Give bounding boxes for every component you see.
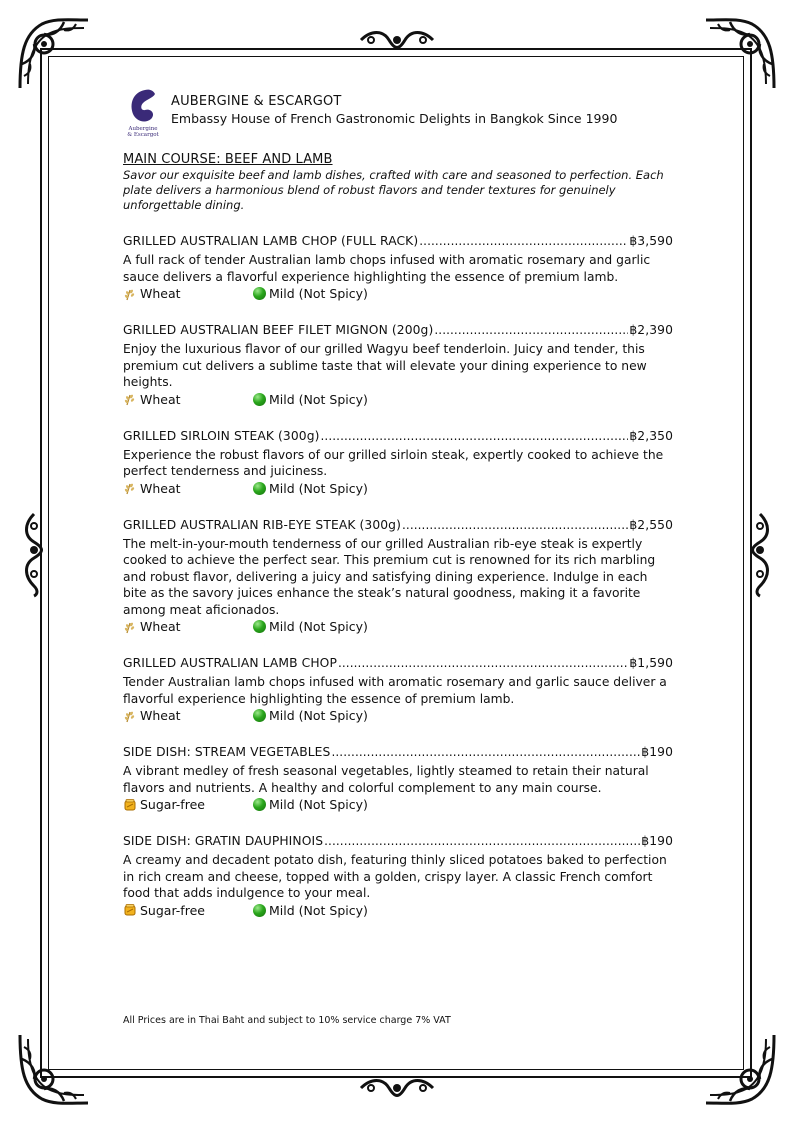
menu-item-header <box>123 234 673 248</box>
menu-item <box>123 745 673 813</box>
menu-item <box>123 323 673 408</box>
spice-tag <box>253 618 368 635</box>
dish-tags <box>123 796 673 813</box>
spice-tag-label: Mild (Not Spicy) <box>269 286 368 301</box>
menu-item <box>123 429 673 497</box>
diet-tag-label: Wheat <box>140 391 181 407</box>
dot-leader <box>331 745 640 759</box>
dish-description: A vibrant medley of fresh seasonal vegetables, lightly steamed to retain their natural flavors and nutrients. A healthy and colorful complement to any main course. <box>123 764 649 795</box>
diet-tag <box>123 618 253 635</box>
wheat-icon <box>123 709 137 723</box>
right-center-ornament <box>748 510 772 600</box>
dish-tags <box>123 618 673 635</box>
aubergine-logo-icon <box>123 86 163 138</box>
corner-ornament-bottom-left <box>14 1029 94 1109</box>
dish-description: Experience the robust flavors of our grilled sirloin steak, expertly cooked to achieve the perfect tenderness and juiciness. <box>123 447 664 478</box>
spice-tag-label: Mild (Not Spicy) <box>269 480 368 496</box>
corner-ornament-top-left <box>14 14 94 94</box>
menu-item <box>123 834 673 919</box>
menu-item <box>123 656 673 724</box>
dish-description: A full rack of tender Australian lamb chops infused with aromatic rosemary and garlic sauce delivers a flavorful experience highlighting the essence of premium lamb. <box>123 253 651 284</box>
corner-ornament-bottom-right <box>700 1029 780 1109</box>
bottom-center-ornament <box>357 1076 437 1100</box>
mild-dot-icon <box>253 287 266 300</box>
dish-price: ฿2,350 <box>629 428 673 443</box>
section-title: MAIN COURSE: BEEF AND LAMB <box>123 152 333 167</box>
wheat-icon <box>123 392 137 406</box>
sugar-free-icon <box>123 903 137 917</box>
restaurant-tagline: Embassy House of French Gastronomic Delights in Bangkok Since 1990 <box>171 111 618 126</box>
dot-leader <box>419 234 628 248</box>
menu-item-header <box>123 518 673 532</box>
dish-tags <box>123 285 673 302</box>
dish-name: GRILLED SIRLOIN STEAK (300g) <box>123 428 320 443</box>
svg-text:Aubergine: Aubergine <box>128 126 158 132</box>
menu-item <box>123 234 673 302</box>
dish-tags <box>123 480 673 497</box>
dot-leader <box>324 834 640 848</box>
menu-item-header <box>123 745 673 759</box>
diet-tag-label: Sugar-free <box>140 797 205 812</box>
spice-tag <box>253 796 368 813</box>
dish-price: ฿2,390 <box>629 323 673 337</box>
dish-tags <box>123 391 673 408</box>
diet-tag-label: Wheat <box>140 480 181 496</box>
wheat-icon <box>123 620 137 634</box>
dish-name: GRILLED AUSTRALIAN LAMB CHOP (FULL RACK) <box>123 234 419 248</box>
dish-name: GRILLED AUSTRALIAN BEEF FILET MIGNON (200g) <box>123 323 434 337</box>
corner-ornament-top-right <box>700 14 780 94</box>
menu-item-header <box>123 834 673 848</box>
mild-dot-icon <box>253 904 266 917</box>
price-footnote: All Prices are in Thai Baht and subject to 10% service charge 7% VAT <box>123 1015 451 1026</box>
spice-tag <box>253 480 368 497</box>
section-description: Savor our exquisite beef and lamb dishes, crafted with care and seasoned to perfection. Each plate delivers a harmonious blend of robust flavors and tender textures for genuinely unforgettable dining. <box>123 168 664 212</box>
diet-tag-label: Wheat <box>140 619 181 634</box>
dish-tags <box>123 707 673 724</box>
left-center-ornament <box>22 510 46 600</box>
spice-tag <box>253 285 368 302</box>
diet-tag <box>123 707 253 724</box>
dish-description: Tender Australian lamb chops infused with aromatic rosemary and garlic sauce deliver a flavorful experience highlighting the essence of premium lamb. <box>123 675 667 706</box>
diet-tag <box>123 796 253 813</box>
menu-item <box>123 518 673 636</box>
diet-tag <box>123 285 253 302</box>
dish-list <box>123 234 673 919</box>
spice-tag-label: Mild (Not Spicy) <box>269 708 368 723</box>
dish-description: The melt-in-your-mouth tenderness of our grilled Australian rib-eye steak is expertly cooked to achieve the perfect sear. This premium cut is renowned for its rich marbling and robust flavor, delivering a juicy and satisfying dining experience. Indulge in each bite as the savory juices enhance the steak’s natural goodness, making it a favorite among meat aficionados. <box>123 536 656 617</box>
sugar-free-icon <box>123 798 137 812</box>
dot-leader <box>434 323 628 337</box>
dish-price: ฿3,590 <box>629 234 673 248</box>
spice-tag-label: Mild (Not Spicy) <box>269 619 368 634</box>
dish-name: SIDE DISH: GRATIN DAUPHINOIS <box>123 834 324 848</box>
dish-price: ฿2,550 <box>629 517 673 532</box>
dish-name: GRILLED AUSTRALIAN RIB-EYE STEAK (300g) <box>123 517 401 532</box>
spice-tag <box>253 902 368 919</box>
dish-name: SIDE DISH: STREAM VEGETABLES <box>123 745 331 759</box>
dish-name: GRILLED AUSTRALIAN LAMB CHOP <box>123 656 337 670</box>
menu-item-header <box>123 656 673 670</box>
dot-leader <box>338 656 628 670</box>
menu-item-header <box>123 429 673 443</box>
spice-tag <box>253 707 368 724</box>
dish-description: Enjoy the luxurious flavor of our grilled Wagyu beef tenderloin. Juicy and tender, this premium cut delivers a sublime taste that will elevate your dining experience to new heights. <box>123 342 647 389</box>
mild-dot-icon <box>253 393 266 406</box>
diet-tag-label: Wheat <box>140 286 181 301</box>
dot-leader <box>321 429 629 443</box>
dot-leader <box>402 518 628 532</box>
diet-tag-label: Sugar-free <box>140 902 205 918</box>
menu-item-header <box>123 323 673 337</box>
dish-price: ฿190 <box>641 834 673 848</box>
dish-tags <box>123 902 673 919</box>
restaurant-name: AUBERGINE & ESCARGOT <box>171 94 342 109</box>
mild-dot-icon <box>253 709 266 722</box>
dish-description: A creamy and decadent potato dish, featuring thinly sliced potatoes baked to perfection in rich cream and cheese, topped with a golden, crispy layer. A classic French comfort food that adds indulgence to your meal. <box>123 853 667 900</box>
diet-tag <box>123 391 253 408</box>
wheat-icon <box>123 481 137 495</box>
spice-tag-label: Mild (Not Spicy) <box>269 902 368 918</box>
dish-price: ฿1,590 <box>629 656 673 670</box>
spice-tag-label: Mild (Not Spicy) <box>269 391 368 407</box>
top-center-ornament <box>357 28 437 52</box>
spice-tag-label: Mild (Not Spicy) <box>269 797 368 812</box>
spice-tag <box>253 391 368 408</box>
diet-tag <box>123 902 253 919</box>
menu-content <box>123 86 673 919</box>
menu-header <box>123 86 673 138</box>
dish-price: ฿190 <box>641 745 673 759</box>
diet-tag <box>123 480 253 497</box>
svg-text:& Escargot: & Escargot <box>127 132 159 138</box>
wheat-icon <box>123 287 137 301</box>
mild-dot-icon <box>253 482 266 495</box>
mild-dot-icon <box>253 620 266 633</box>
mild-dot-icon <box>253 798 266 811</box>
diet-tag-label: Wheat <box>140 708 181 723</box>
